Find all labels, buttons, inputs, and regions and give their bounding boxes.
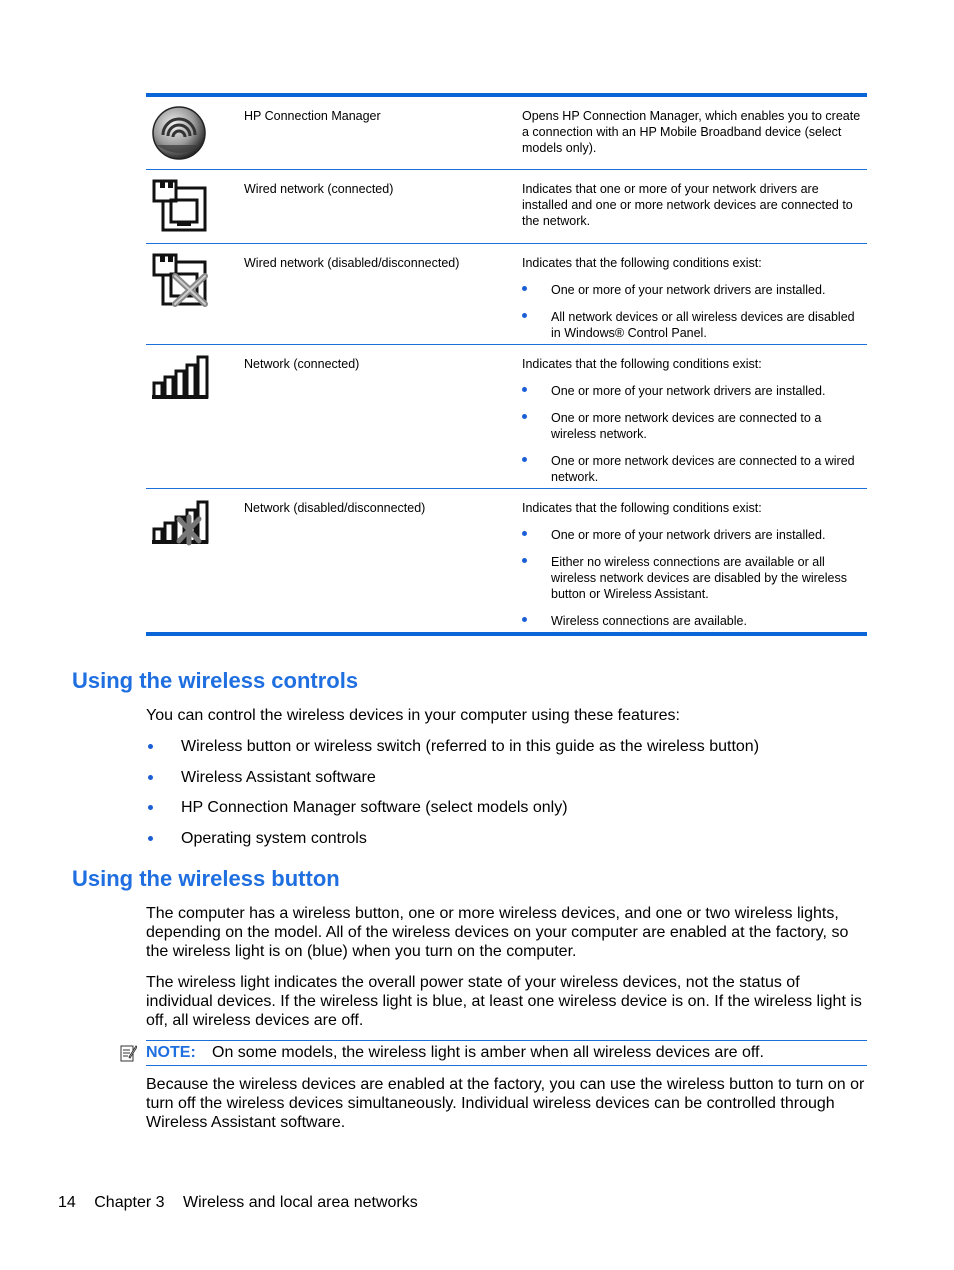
list-item-text: One or more of your network drivers are installed. xyxy=(551,528,826,542)
row-description xyxy=(522,356,862,485)
row-description-text: Indicates that the following conditions exist: xyxy=(522,357,762,371)
list-item xyxy=(146,768,759,799)
list-item-text: Wireless connections are available. xyxy=(551,614,747,628)
page-footer xyxy=(58,1194,432,1212)
list-item-text: Operating system controls xyxy=(181,829,367,847)
table-row xyxy=(146,97,867,169)
bullet-icon xyxy=(522,558,527,563)
list-item xyxy=(522,410,862,442)
section-intro: You can control the wireless devices in your computer using these features: xyxy=(146,707,680,724)
bullet-icon xyxy=(522,531,527,536)
note-label: NOTE: xyxy=(146,1044,196,1061)
list-item xyxy=(522,554,862,602)
table-row xyxy=(146,243,867,344)
list-item-text: One or more network devices are connected to a wired network. xyxy=(551,454,855,484)
list-item-text: Wireless button or wireless switch (referred to in this guide as the wireless button) xyxy=(181,738,760,755)
list-item xyxy=(522,282,862,298)
list-item-text: All network devices or all wireless devices are disabled in Windows® Control Panel. xyxy=(551,310,855,340)
row-description xyxy=(522,108,862,156)
section-heading: Using the wireless controls xyxy=(72,668,359,693)
list-item xyxy=(146,829,759,860)
row-bullets xyxy=(522,527,862,629)
page-number: 14 xyxy=(58,1194,76,1211)
list-item xyxy=(522,453,862,485)
row-description xyxy=(522,255,862,341)
note-text: On some models, the wireless light is amber when all wireless devices are off. xyxy=(212,1044,764,1061)
bullet-icon xyxy=(522,387,527,392)
row-name: Network (connected) xyxy=(244,357,360,371)
list-item-text: One or more network devices are connected to a wireless network. xyxy=(551,411,822,441)
list-item-text: HP Connection Manager software (select models only) xyxy=(181,799,568,816)
wired-network-connected-icon xyxy=(151,178,211,238)
table-row xyxy=(146,169,867,243)
chapter-title: Wireless and local area networks xyxy=(182,1194,418,1211)
table-row xyxy=(146,344,867,488)
bullet-icon xyxy=(148,836,153,841)
row-description-text: Indicates that one or more of your network drivers are installed and one or more network devices are connected to the network. xyxy=(522,182,853,228)
bullet-icon xyxy=(148,744,153,749)
list-item xyxy=(522,613,862,629)
bullet-icon xyxy=(522,286,527,291)
section-heading: Using the wireless button xyxy=(72,866,340,891)
row-name: HP Connection Manager xyxy=(244,109,381,123)
note-box xyxy=(146,1040,867,1066)
network-connected-icon xyxy=(151,353,211,413)
bullet-icon xyxy=(148,805,153,810)
icon-table xyxy=(146,93,867,636)
list-item-text: One or more of your network drivers are installed. xyxy=(551,384,826,398)
bullet-icon xyxy=(522,313,527,318)
feature-list xyxy=(146,737,759,859)
row-description-text: Opens HP Connection Manager, which enables you to create a connection with an HP Mobile Broadband device (select models only). xyxy=(522,109,861,155)
paragraph: The computer has a wireless button, one or more wireless devices, and one or two wireless lights, depending on the model. All of the wireless devices on your computer are enabled at the factory, so the wireless light is on (blue) when you turn on the computer. xyxy=(146,905,849,960)
bullet-icon xyxy=(522,617,527,622)
bullet-icon xyxy=(522,414,527,419)
row-name: Wired network (disabled/disconnected) xyxy=(244,256,460,270)
wired-network-disconnected-icon xyxy=(151,252,211,312)
list-item xyxy=(522,527,862,543)
paragraph: Because the wireless devices are enabled at the factory, you can use the wireless button to turn on or turn off the wireless devices simultaneously. Individual wireless devices can be controlled through Wireless Assistant software. xyxy=(146,1076,865,1131)
row-description-text: Indicates that the following conditions exist: xyxy=(522,501,762,515)
list-item-text: Either no wireless connections are available or all wireless network devices are disabled by the wireless button or Wireless Assistant. xyxy=(551,555,847,601)
row-description-text: Indicates that the following conditions exist: xyxy=(522,256,762,270)
row-name: Wired network (connected) xyxy=(244,182,394,196)
list-item xyxy=(146,798,759,829)
network-disconnected-icon xyxy=(151,497,211,557)
chapter-number: Chapter 3 xyxy=(94,1194,165,1211)
row-description xyxy=(522,181,862,229)
list-item-text: One or more of your network drivers are installed. xyxy=(551,283,826,297)
row-description xyxy=(522,500,862,629)
bullet-icon xyxy=(522,457,527,462)
row-bullets xyxy=(522,282,862,341)
list-item xyxy=(522,383,862,399)
bullet-icon xyxy=(148,775,153,780)
hp-connection-manager-icon xyxy=(151,105,211,165)
row-name: Network (disabled/disconnected) xyxy=(244,501,426,515)
paragraph: The wireless light indicates the overall power state of your wireless devices, not the status of individual devices. If the wireless light is blue, at least one wireless device is on. If the wireless light is off, all wireless devices are off. xyxy=(146,974,862,1029)
list-item-text: Wireless Assistant software xyxy=(181,768,376,786)
list-item xyxy=(146,737,759,768)
note-pencil-icon xyxy=(120,1044,137,1062)
row-bullets xyxy=(522,383,862,485)
list-item xyxy=(522,309,862,341)
table-row xyxy=(146,488,867,632)
